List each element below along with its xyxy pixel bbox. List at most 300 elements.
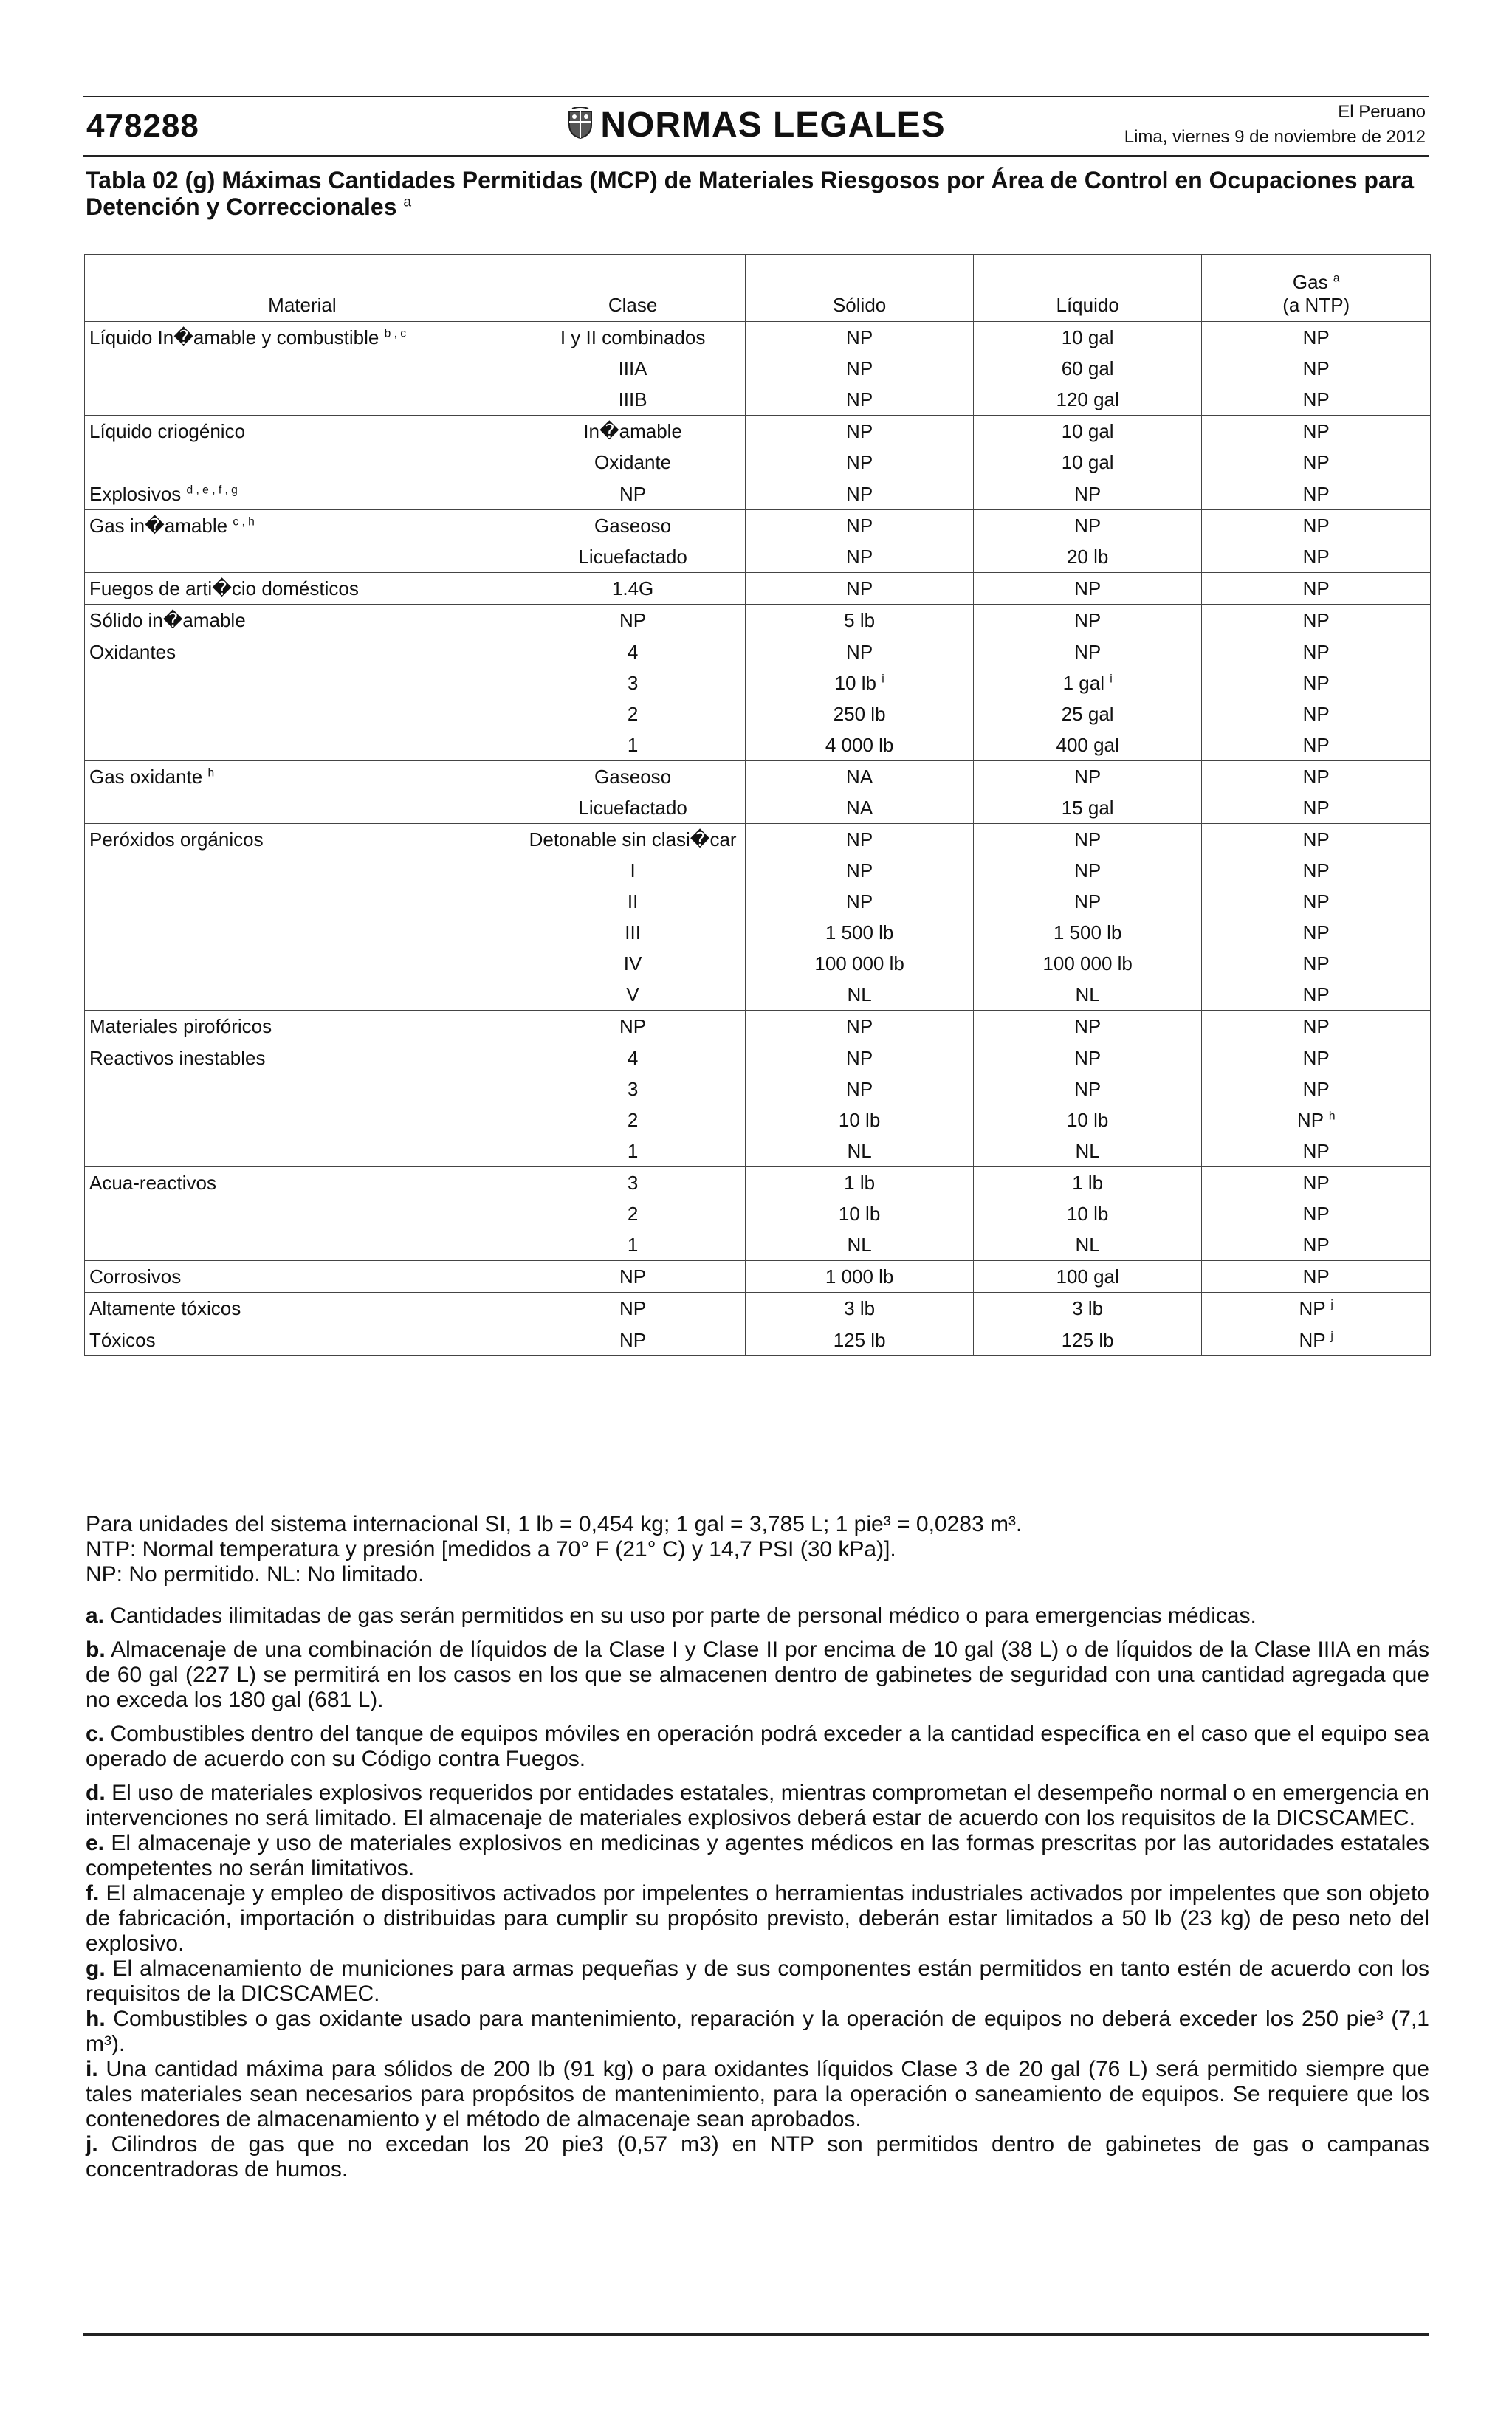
liquido-cell-value: NL — [1075, 1140, 1100, 1162]
solido-cell — [746, 1324, 974, 1356]
gas-cell-value: NP — [1302, 577, 1330, 599]
gas-cell-value: NP — [1302, 1265, 1330, 1288]
clase-cell — [520, 510, 746, 542]
solido-cell-value: NP — [846, 1078, 873, 1100]
solido-cell — [746, 447, 974, 478]
solido-cell-value: NP — [846, 641, 873, 663]
gas-cell — [1202, 729, 1431, 761]
solido-cell-value: NP — [846, 890, 873, 913]
solido-cell-value: 250 lb — [833, 703, 886, 725]
solido-cell — [746, 605, 974, 636]
solido-cell — [746, 384, 974, 416]
liquido-cell — [973, 1324, 1202, 1356]
liquido-cell-value: 10 lb — [1066, 1203, 1109, 1225]
clase-cell — [520, 698, 746, 729]
solido-cell — [746, 510, 974, 542]
footnote-text: El almacenaje y empleo de dispositivos activados por impelentes o herramientas industriales activados por impelentes que son objeto de fabricación, importación o distribuidas para cumplir su propósito previsto, deberán estar limitados a 50 lb (23 kg) de peso neto del explosivo. — [86, 1881, 1429, 1956]
gas-cell-value: NP — [1302, 1172, 1330, 1194]
liquido-cell-value: NP — [1074, 483, 1102, 505]
header-gas-label: Gas — [1292, 271, 1328, 293]
liquido-cell-value: NL — [1075, 1234, 1100, 1256]
solido-cell — [746, 855, 974, 886]
header-solido: Sólido — [746, 255, 974, 322]
clase-cell — [520, 1042, 746, 1074]
footnote-label: b. — [86, 1638, 106, 1662]
solido-cell-value: 1 500 lb — [825, 921, 894, 944]
solido-cell-value: NP — [846, 828, 873, 851]
liquido-cell-value: 10 gal — [1061, 326, 1114, 348]
table-row — [85, 1011, 1431, 1042]
solido-cell — [746, 917, 974, 948]
material-cell-value: Tóxicos — [89, 1329, 156, 1351]
solido-cell-value: NP — [846, 1015, 873, 1037]
gas-cell — [1202, 1104, 1431, 1135]
table-row — [85, 1167, 1431, 1199]
material-cell-sup: h — [207, 766, 215, 780]
gas-cell-value: NP — [1302, 357, 1330, 379]
footnote — [86, 1881, 1429, 1956]
material-cell-value: Sólido in�amable — [89, 609, 246, 631]
solido-cell-value: NP — [846, 859, 873, 882]
mcp-table — [84, 254, 1431, 1356]
material-cell-value: Gas oxidante — [89, 766, 203, 788]
clase-cell — [520, 948, 746, 979]
liquido-cell-value: NP — [1074, 828, 1102, 851]
material-cell — [85, 761, 520, 824]
footnote-label: e. — [86, 1831, 105, 1855]
gas-cell-value: NP — [1302, 1015, 1330, 1037]
liquido-cell — [973, 667, 1202, 698]
liquido-cell — [973, 886, 1202, 917]
clase-cell-value: NP — [619, 1015, 647, 1037]
solido-cell-value: 4 000 lb — [825, 734, 894, 756]
liquido-cell-value: NP — [1074, 890, 1102, 913]
gas-cell — [1202, 792, 1431, 824]
liquido-cell-value: NP — [1074, 859, 1102, 882]
clase-cell — [520, 729, 746, 761]
liquido-cell-value: 10 gal — [1061, 451, 1114, 473]
liquido-cell — [973, 322, 1202, 354]
gas-cell — [1202, 1198, 1431, 1229]
material-group — [85, 510, 1431, 573]
solido-cell — [746, 416, 974, 447]
material-cell-value: Gas in�amable — [89, 515, 228, 537]
solido-cell — [746, 729, 974, 761]
solido-cell — [746, 886, 974, 917]
clase-cell — [520, 416, 746, 447]
footer-rule — [83, 2333, 1429, 2336]
clase-cell-value: 3 — [627, 1078, 639, 1100]
footnote-text: El almacenamiento de municiones para armas pequeñas y de sus componentes están permitidos en tanto estén de acuerdo con los requisitos de la DICSCAMEC. — [86, 1956, 1429, 2006]
liquido-cell-value: NP — [1074, 1015, 1102, 1037]
liquido-cell — [973, 1042, 1202, 1074]
liquido-cell — [973, 1293, 1202, 1324]
gas-cell — [1202, 416, 1431, 447]
solido-cell — [746, 322, 974, 354]
solido-cell — [746, 1198, 974, 1229]
solido-cell-value: NP — [846, 515, 873, 537]
solido-cell — [746, 353, 974, 384]
gas-cell-value: NP — [1302, 420, 1330, 442]
clase-cell-value: 2 — [627, 703, 639, 725]
clase-cell — [520, 1073, 746, 1104]
table-row — [85, 416, 1431, 447]
material-cell-value: Líquido In�amable y combustible — [89, 326, 379, 348]
footnote-label: c. — [86, 1722, 105, 1746]
clase-cell-value: 4 — [627, 1047, 639, 1069]
material-cell — [85, 1011, 520, 1042]
solido-cell-value: NP — [846, 546, 873, 568]
gas-cell — [1202, 855, 1431, 886]
gas-cell — [1202, 541, 1431, 573]
header-bottom-rule — [83, 155, 1429, 157]
liquido-cell — [973, 1167, 1202, 1199]
solido-cell — [746, 541, 974, 573]
clase-cell-value: 1.4G — [611, 577, 654, 599]
clase-cell — [520, 322, 746, 354]
clase-cell-value: NP — [619, 1265, 647, 1288]
footnote-text: El almacenaje y uso de materiales explosivos en medicinas y agentes médicos en las formas prescritas por las autoridades estatales competentes no serán limitativos. — [86, 1831, 1429, 1880]
material-cell — [85, 605, 520, 636]
gas-cell-sup: h — [1328, 1110, 1336, 1123]
footnote — [86, 2132, 1429, 2182]
solido-cell-value: NL — [847, 983, 872, 1006]
gas-cell — [1202, 917, 1431, 948]
liquido-cell-value: 10 gal — [1061, 420, 1114, 442]
clase-cell — [520, 384, 746, 416]
solido-cell — [746, 979, 974, 1011]
liquido-cell — [973, 979, 1202, 1011]
liquido-cell — [973, 948, 1202, 979]
clase-cell — [520, 979, 746, 1011]
liquido-cell — [973, 1104, 1202, 1135]
header-material: Material — [85, 255, 520, 322]
clase-cell-value: In�amable — [583, 420, 682, 442]
clase-cell — [520, 792, 746, 824]
table-row — [85, 824, 1431, 856]
gas-cell — [1202, 761, 1431, 793]
solido-cell — [746, 1104, 974, 1135]
material-group — [85, 824, 1431, 1011]
solido-cell — [746, 1293, 974, 1324]
material-cell — [85, 510, 520, 573]
clase-cell-value: 1 — [627, 1234, 639, 1256]
clase-cell-value: NP — [619, 609, 647, 631]
liquido-cell — [973, 698, 1202, 729]
gas-cell-value: NP — [1302, 609, 1330, 631]
material-cell — [85, 322, 520, 416]
liquido-cell — [973, 636, 1202, 668]
solido-cell-value: 5 lb — [844, 609, 876, 631]
liquido-cell — [973, 541, 1202, 573]
clase-cell-value: Licuefactado — [578, 797, 687, 819]
gas-cell — [1202, 1324, 1431, 1356]
gas-cell-sup: j — [1330, 1330, 1333, 1343]
liquido-cell-value: 10 lb — [1066, 1109, 1109, 1131]
gas-cell-value: NP — [1302, 797, 1330, 819]
gas-cell-value: NP — [1302, 890, 1330, 913]
liquido-cell-value: 1 500 lb — [1053, 921, 1122, 944]
gas-cell-value: NP — [1302, 672, 1330, 694]
gas-cell — [1202, 1135, 1431, 1167]
table-row — [85, 1324, 1431, 1356]
solido-cell-value: 10 lb — [838, 1109, 881, 1131]
liquido-cell — [973, 824, 1202, 856]
table-row — [85, 1261, 1431, 1293]
clase-cell — [520, 667, 746, 698]
clase-cell-value: III — [625, 921, 641, 944]
clase-cell-value: I y II combinados — [560, 326, 706, 348]
liquido-cell-value: NP — [1074, 1078, 1102, 1100]
gas-cell-value: NP — [1302, 734, 1330, 756]
gas-cell-sup: j — [1330, 1298, 1333, 1311]
clase-cell — [520, 1167, 746, 1199]
gas-cell-value: NP — [1302, 1140, 1330, 1162]
footnote-gap — [86, 1713, 1429, 1722]
table-row — [85, 573, 1431, 605]
footnote-text: Combustibles o gas oxidante usado para mantenimiento, reparación y la operación de equipos no deberá exceder los 250 pie³ (7,1 m³). — [86, 2007, 1429, 2056]
gas-cell-value: NP — [1302, 451, 1330, 473]
material-cell-value: Explosivos — [89, 483, 182, 505]
header-gas-sup: a — [1333, 272, 1340, 285]
footnote-text: Cilindros de gas que no excedan los 20 pie3 (0,57 m3) en NTP son permitidos dentro de gabinetes de gas o campanas concentradoras de humos. — [86, 2132, 1429, 2182]
material-cell-value: Reactivos inestables — [89, 1047, 266, 1069]
gas-cell-value: NP — [1302, 859, 1330, 882]
solido-cell-value: NP — [846, 451, 873, 473]
material-group — [85, 1042, 1431, 1167]
material-cell-sup: c , h — [233, 515, 255, 529]
material-cell-value: Corrosivos — [89, 1265, 182, 1288]
gas-cell-value: NP — [1302, 1203, 1330, 1225]
liquido-cell — [973, 1011, 1202, 1042]
material-group — [85, 761, 1431, 824]
solido-cell — [746, 1011, 974, 1042]
gas-cell — [1202, 605, 1431, 636]
table-title — [86, 167, 1429, 220]
material-group — [85, 573, 1431, 605]
clase-cell — [520, 1261, 746, 1293]
solido-cell-value: NL — [847, 1234, 872, 1256]
clase-cell — [520, 573, 746, 605]
solido-cell — [746, 1135, 974, 1167]
liquido-cell-value: 100 gal — [1056, 1265, 1119, 1288]
footnote-label: g. — [86, 1956, 106, 1981]
footnote — [86, 1831, 1429, 1881]
footnote-label: h. — [86, 2007, 106, 2031]
gas-cell — [1202, 886, 1431, 917]
gas-cell — [1202, 478, 1431, 510]
solido-cell — [746, 636, 974, 668]
liquido-cell — [973, 416, 1202, 447]
solido-cell — [746, 1167, 974, 1199]
material-cell — [85, 1324, 520, 1356]
clase-cell-value: Detonable sin clasi�car — [529, 828, 737, 851]
clase-cell-value: Gaseoso — [594, 515, 672, 537]
liquido-cell-value: NP — [1074, 515, 1102, 537]
material-cell-sup: b , c — [384, 327, 407, 340]
footnote-label: f. — [86, 1881, 100, 1906]
clase-cell — [520, 636, 746, 668]
clase-cell-value: IV — [623, 952, 642, 975]
notes-section — [86, 1512, 1429, 2182]
material-group — [85, 1324, 1431, 1356]
clase-cell — [520, 1293, 746, 1324]
footnote-text: Combustibles dentro del tanque de equipos móviles en operación podrá exceder a la cantidad específica en el caso que el equipo sea operado de acuerdo con su Código contra Fuegos. — [86, 1722, 1429, 1771]
clase-cell-value: 1 — [627, 1140, 639, 1162]
solido-cell — [746, 1073, 974, 1104]
units-note: Para unidades del sistema internacional SI, 1 lb = 0,454 kg; 1 gal = 3,785 L; 1 pie³ = 0,0283 m³. — [86, 1512, 1023, 1536]
abbrev-note: NP: No permitido. NL: No limitado. — [86, 1562, 425, 1587]
solido-cell — [746, 824, 974, 856]
clase-cell-value: 4 — [627, 641, 639, 663]
solido-cell-value: NL — [847, 1140, 872, 1162]
gas-cell — [1202, 824, 1431, 856]
table-row — [85, 510, 1431, 542]
solido-cell-value: 100 000 lb — [814, 952, 904, 975]
clase-cell-value: V — [626, 983, 639, 1006]
liquido-cell — [973, 353, 1202, 384]
footnote — [86, 1722, 1429, 1772]
clase-cell — [520, 917, 746, 948]
table-row — [85, 478, 1431, 510]
liquido-cell-value: NP — [1074, 1047, 1102, 1069]
footnote-label: a. — [86, 1604, 105, 1628]
gas-cell — [1202, 1011, 1431, 1042]
material-group — [85, 1261, 1431, 1293]
table-title-text: Tabla 02 (g) Máximas Cantidades Permitidas (MCP) de Materiales Riesgosos por Área de Control en Ocupaciones para Detención y Correccionales — [86, 167, 1415, 220]
liquido-cell-value: NP — [1074, 766, 1102, 788]
table-row — [85, 322, 1431, 354]
page-number: 478288 — [86, 108, 199, 144]
solido-cell-value: NP — [846, 326, 873, 348]
gas-cell — [1202, 1042, 1431, 1074]
material-cell-sup: d , e , f , g — [186, 484, 238, 497]
table-row — [85, 1293, 1431, 1324]
gas-cell-value: NP — [1302, 1078, 1330, 1100]
solido-cell-value: 10 lb — [838, 1203, 881, 1225]
gas-cell — [1202, 1293, 1431, 1324]
liquido-cell — [973, 792, 1202, 824]
liquido-cell — [973, 384, 1202, 416]
material-group — [85, 1011, 1431, 1042]
liquido-cell-value: 3 lb — [1072, 1297, 1104, 1319]
footnote-gap — [86, 1772, 1429, 1781]
ntp-note: NTP: Normal temperatura y presión [medidos a 70° F (21° C) y 14,7 PSI (30 kPa)]. — [86, 1537, 896, 1561]
liquido-cell-value: NP — [1074, 577, 1102, 599]
solido-cell-value: 10 lb — [834, 672, 876, 694]
material-cell — [85, 478, 520, 510]
liquido-cell — [973, 1198, 1202, 1229]
gas-cell-value: NP — [1302, 921, 1330, 944]
gas-cell — [1202, 322, 1431, 354]
solido-cell — [746, 948, 974, 979]
table-title-sup: a — [403, 194, 412, 210]
solido-cell — [746, 667, 974, 698]
clase-cell — [520, 824, 746, 856]
gas-cell — [1202, 573, 1431, 605]
footnote-label: i. — [86, 2057, 98, 2081]
liquido-cell — [973, 761, 1202, 793]
clase-cell — [520, 1229, 746, 1261]
gas-cell — [1202, 667, 1431, 698]
gas-cell — [1202, 1229, 1431, 1261]
liquido-cell — [973, 729, 1202, 761]
liquido-cell-sup: i — [1110, 673, 1113, 686]
liquido-cell — [973, 573, 1202, 605]
clase-cell — [520, 353, 746, 384]
gas-cell-value: NP — [1302, 983, 1330, 1006]
liquido-cell — [973, 447, 1202, 478]
liquido-cell-value: NL — [1075, 983, 1100, 1006]
material-group — [85, 322, 1431, 416]
liquido-cell — [973, 605, 1202, 636]
footnote-text: Una cantidad máxima para sólidos de 200 lb (91 kg) o para oxidantes líquidos Clase 3 de 20 gal (76 L) será permitido siempre que tales materiales sean necesarios para propósitos de mantenimiento, para la operación o saneamiento de equipos. Se requiere que los contenedores de almacenamiento y el método de almacenaje sean aprobados. — [86, 2057, 1429, 2131]
material-cell-value: Altamente tóxicos — [89, 1297, 241, 1319]
liquido-cell-value: 20 lb — [1066, 546, 1109, 568]
clase-cell-value: Licuefactado — [578, 546, 687, 568]
table-row — [85, 636, 1431, 668]
material-cell-value: Materiales pirofóricos — [89, 1015, 272, 1037]
material-cell — [85, 1261, 520, 1293]
gas-cell — [1202, 353, 1431, 384]
clase-cell — [520, 1198, 746, 1229]
gas-cell — [1202, 447, 1431, 478]
solido-cell-sup: i — [882, 673, 884, 686]
clase-cell — [520, 605, 746, 636]
coat-of-arms-icon — [566, 107, 594, 140]
clase-cell-value: 1 — [627, 734, 639, 756]
material-cell-value: Acua-reactivos — [89, 1172, 216, 1194]
footnote-text: Almacenaje de una combinación de líquidos de la Clase I y Clase II por encima de 10 gal (38 L) o de líquidos de la Clase IIIA en más de 60 gal (227 L) se permitirá en los casos en los que se almacenen dentro de gabinetes de seguridad con una cantidad agregada que no exceda los 180 gal (681 L). — [86, 1638, 1429, 1712]
material-cell — [85, 636, 520, 761]
clase-cell-value: IIIB — [618, 388, 647, 410]
clase-cell — [520, 761, 746, 793]
page-header — [83, 92, 1429, 155]
header-clase: Clase — [520, 255, 746, 322]
notes-gap — [86, 1587, 1429, 1604]
gas-cell — [1202, 948, 1431, 979]
gas-cell-value: NP — [1302, 388, 1330, 410]
clase-cell-value: NP — [619, 1329, 647, 1351]
material-cell — [85, 1167, 520, 1261]
gas-cell-value: NP — [1302, 641, 1330, 663]
solido-cell-value: 3 lb — [844, 1297, 876, 1319]
liquido-cell-value: 15 gal — [1061, 797, 1114, 819]
footnote-gap — [86, 1629, 1429, 1638]
clase-cell — [520, 447, 746, 478]
clase-cell — [520, 541, 746, 573]
material-group — [85, 605, 1431, 636]
publication-name: NORMAS LEGALES — [600, 106, 946, 145]
liquido-cell — [973, 510, 1202, 542]
gas-cell-value: NP — [1302, 546, 1330, 568]
liquido-cell-value: NP — [1074, 609, 1102, 631]
material-cell — [85, 1042, 520, 1167]
liquido-cell — [973, 1229, 1202, 1261]
clase-cell-value: NP — [619, 483, 647, 505]
gas-cell — [1202, 1167, 1431, 1199]
liquido-cell-value: 1 lb — [1072, 1172, 1104, 1194]
footnote-label: d. — [86, 1781, 106, 1805]
gas-cell-value: NP — [1302, 703, 1330, 725]
solido-cell-value: 125 lb — [833, 1329, 886, 1351]
header-liquido: Líquido — [973, 255, 1202, 322]
gas-cell-value: NP — [1302, 515, 1330, 537]
solido-cell — [746, 478, 974, 510]
clase-cell-value: I — [630, 859, 636, 882]
header-gas — [1202, 255, 1431, 322]
material-group — [85, 478, 1431, 510]
